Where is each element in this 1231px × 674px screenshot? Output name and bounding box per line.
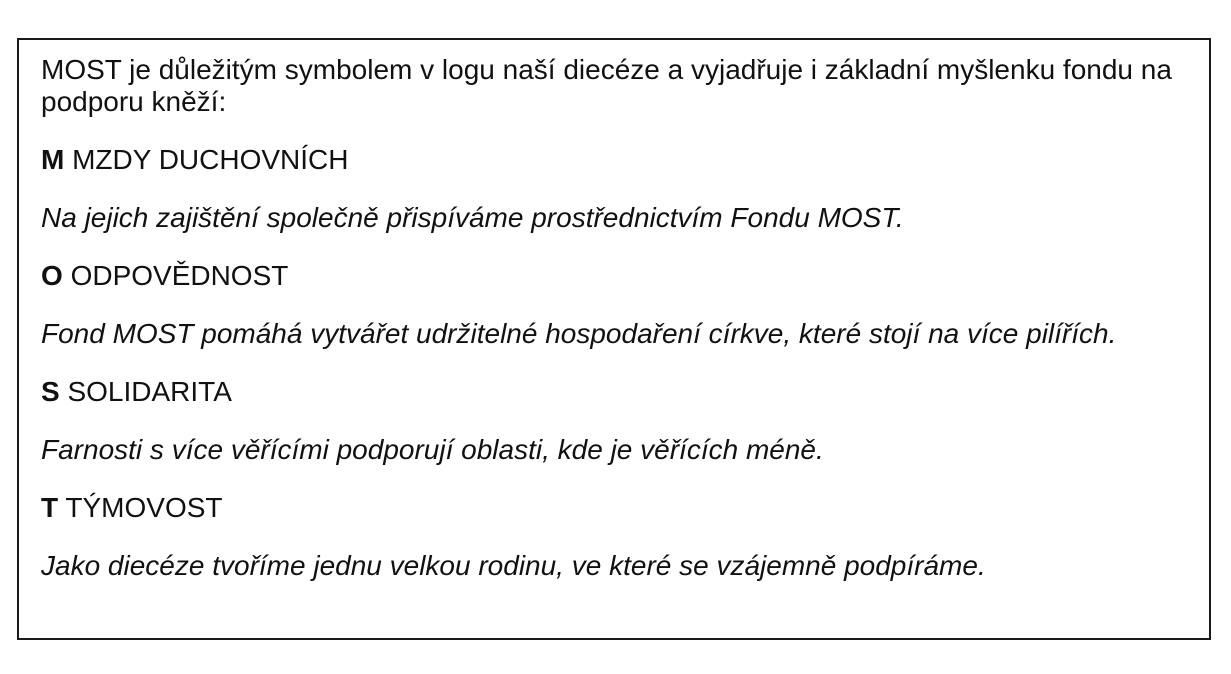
heading-letter: M — [41, 144, 65, 175]
description-m: Na jejich zajištění společně přispíváme prostřednictvím Fondu MOST. — [41, 202, 904, 233]
heading-o — [41, 260, 1189, 292]
heading-letter: T — [41, 492, 59, 523]
heading-title: TÝMOVOST — [65, 492, 223, 523]
heading-m — [41, 144, 1189, 176]
heading-title: MZDY DUCHOVNÍCH — [72, 144, 349, 175]
text-content — [41, 54, 1189, 608]
heading-t — [41, 492, 1189, 524]
heading-title: SOLIDARITA — [67, 376, 232, 407]
text-box — [17, 38, 1211, 640]
description-t: Jako diecéze tvoříme jednu velkou rodinu, ve které se vzájemně podpíráme. — [41, 550, 986, 581]
heading-s — [41, 376, 1189, 408]
description-s: Farnosti s více věřícími podporují oblasti, kde je věřících méně. — [41, 434, 824, 465]
heading-letter: S — [41, 376, 60, 407]
heading-letter: O — [41, 260, 63, 291]
heading-title: ODPOVĚDNOST — [70, 260, 289, 291]
intro-paragraph: MOST je důležitým symbolem v logu naší diecéze a vyjadřuje i základní myšlenku fondu na podporu kněží: — [41, 54, 1172, 117]
description-o: Fond MOST pomáhá vytvářet udržitelné hospodaření církve, které stojí na více pilířích. — [41, 318, 1117, 349]
